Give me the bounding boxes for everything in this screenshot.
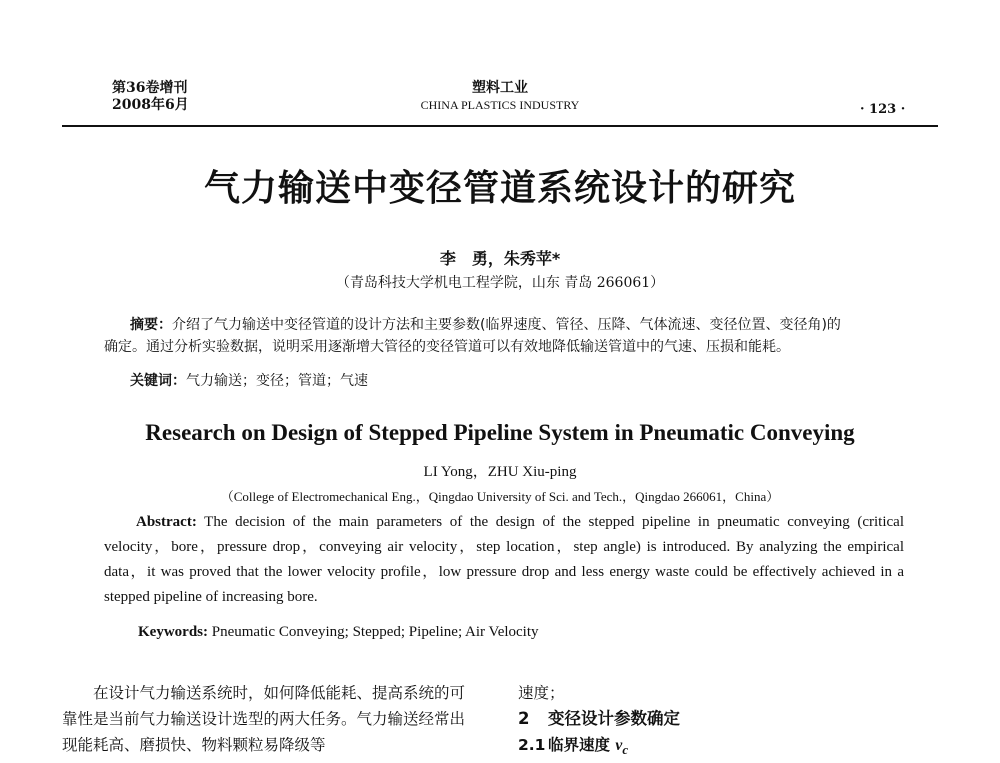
subsection-title: 临界速度	[548, 736, 611, 754]
authors-en: LI Yong，ZHU Xiu-ping	[423, 464, 577, 480]
keywords-cn-text: 气力输送；变径；管道；气速	[186, 373, 368, 389]
paper-title-cn: 气力输送中变径管道系统设计的研究	[203, 167, 796, 209]
affiliation-en: （College of Electromechanical Eng.，Qingdao University of Sci. and Tech.，Qingdao 266061，China）	[220, 489, 780, 504]
keywords-en-label: Keywords:	[138, 624, 208, 640]
journal-name-en: CHINA PLASTICS INDUSTRY	[420, 98, 580, 112]
critical-velocity-symbol: $v_c$	[615, 737, 629, 758]
subsection-number: 2.1	[518, 736, 546, 754]
keywords-cn-label: 关键词：	[130, 373, 186, 389]
keywords-cn	[130, 370, 368, 390]
running-header-journal	[380, 80, 620, 114]
issue-date: 2008年6月	[112, 97, 189, 113]
paper-title-en: Research on Design of Stepped Pipeline System in Pneumatic Conveying	[145, 420, 855, 445]
running-header-left	[112, 80, 189, 114]
abstract-en-label: Abstract:	[136, 514, 197, 530]
section-number: 2	[518, 709, 530, 728]
keywords-en	[138, 624, 539, 641]
authors-cn: 李 勇，朱秀苹*	[439, 249, 561, 268]
abstract-en	[104, 510, 904, 610]
body-column-left	[62, 680, 480, 758]
abstract-cn	[104, 314, 904, 358]
subsection-heading	[518, 732, 938, 763]
keywords-en-text: Pneumatic Conveying; Stepped; Pipeline; Air Velocity	[211, 624, 539, 640]
abstract-cn-line2: 确定。通过分析实验数据，说明采用逐渐增大管径的变径管道可以有效地降低输送管道中的气速、压损和能耗。	[104, 339, 790, 355]
body-column-right	[518, 680, 938, 763]
header-rule	[62, 125, 938, 127]
affiliation-cn: （青岛科技大学机电工程学院，山东 青岛 266061）	[335, 275, 665, 291]
abstract-cn-line1: 介绍了气力输送中变径管道的设计方法和主要参数(临界速度、管径、压降、气体流速、变径位置、变径角)的	[172, 317, 841, 333]
page-number: · 123 ·	[860, 102, 906, 117]
continued-text: 速度；	[518, 684, 565, 702]
volume-label: 第36卷增刊	[112, 80, 188, 96]
section-heading	[518, 706, 938, 732]
abstract-cn-label: 摘要：	[130, 317, 172, 333]
journal-name-cn: 塑料工业	[472, 80, 528, 96]
abstract-en-text: The decision of the main parameters of the design of the stepped pipeline in pneumatic conveying (critical velocity，bore，pressure drop，conveying air velocity，step location，step angle) is introduced. By analyzing the empirical data，it was proved that the lower velocity profile，low pressure drop and less energy waste could be effectively achieved in a stepped pipeline of increasing bore.	[104, 514, 904, 605]
intro-paragraph: 在设计气力输送系统时，如何降低能耗、提高系统的可靠性是当前气力输送设计选型的两大任务。气力输送经常出现能耗高、磨损快、物料颗粒易降级等	[62, 684, 466, 754]
section-title: 变径设计参数确定	[548, 709, 680, 728]
